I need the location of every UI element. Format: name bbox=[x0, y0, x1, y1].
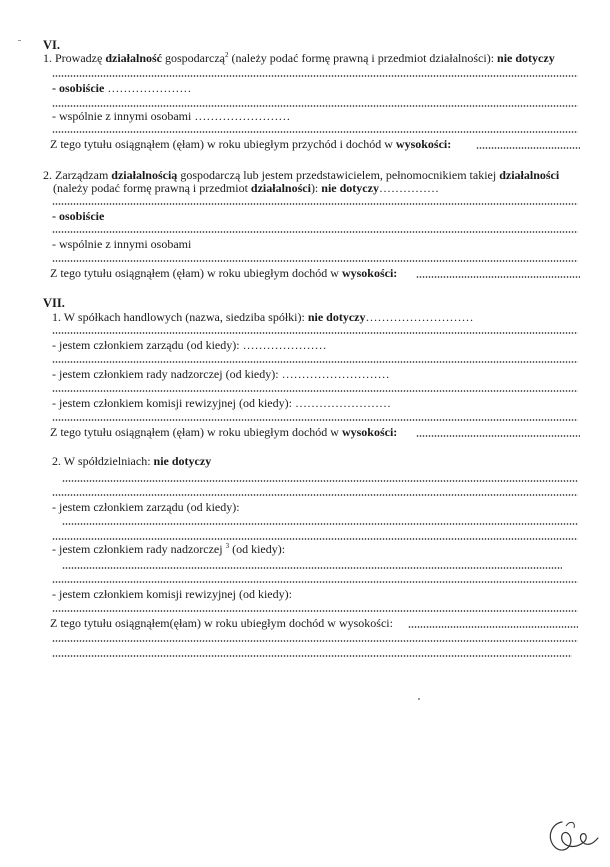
s7-item2-text: 2. W spółdzielniach: nie dotyczy bbox=[52, 454, 212, 468]
fill-line bbox=[408, 626, 578, 628]
scan-mark bbox=[418, 698, 420, 700]
fill-line bbox=[52, 419, 578, 421]
s6-item1-text: 1. Prowadzę działalność gospodarczą$^2$ (należy podać formę prawną i przedmiot działalności): nie dotyczy bbox=[43, 51, 555, 65]
fill-line bbox=[62, 480, 578, 482]
fill-line bbox=[52, 105, 578, 107]
s7-item1-income: Z tego tytułu osiągnąłem (ęłam) w roku ubiegłym dochód w wysokości: bbox=[50, 425, 398, 439]
s7-item2-rada: - jestem członkiem rady nadzorczej $^3$ (od kiedy): bbox=[52, 542, 286, 556]
fill-line bbox=[52, 655, 572, 657]
s6-item1-income: Z tego tytułu osiągnąłem (ęłam) w roku ubiegłym przychód i dochód w wysokości: bbox=[50, 137, 452, 151]
s6-item2-text-2: (należy podać formę prawną i przedmiot działalności): nie dotyczy…………… bbox=[53, 181, 439, 195]
s6-item2-text-1: 2. Zarządzam działalnością gospodarczą lub jestem przedstawicielem, pełnomocnikiem takiej działalności bbox=[43, 168, 560, 182]
fill-line bbox=[52, 260, 578, 262]
fill-line bbox=[52, 131, 578, 133]
s7-item1-text: 1. W spółkach handlowych (nazwa, siedziba spółki): nie dotyczy……………………… bbox=[52, 310, 474, 324]
fill-line bbox=[52, 75, 578, 77]
fill-line bbox=[52, 231, 578, 233]
fill-line bbox=[52, 581, 578, 583]
fill-line bbox=[52, 538, 578, 540]
fill-line bbox=[52, 203, 578, 205]
fill-line bbox=[52, 640, 578, 642]
fill-line bbox=[52, 332, 578, 334]
s7-item1-rada: - jestem członkiem rady nadzorczej (od kiedy): ……………………… bbox=[52, 367, 390, 381]
s7-item2-zarzad: - jestem członkiem zarządu (od kiedy): bbox=[52, 500, 240, 514]
fill-line bbox=[62, 523, 578, 525]
fill-line bbox=[416, 435, 580, 437]
s7-item1-zarzad: - jestem członkiem zarządu (od kiedy): ………………… bbox=[52, 338, 327, 352]
s6-item2-osobiscie: - osobiście bbox=[52, 209, 105, 223]
fill-line bbox=[52, 361, 578, 363]
fill-line bbox=[52, 390, 578, 392]
signature-icon bbox=[540, 810, 600, 860]
s7-item2-komisja: - jestem członkiem komisji rewizyjnej (od kiedy): bbox=[52, 587, 292, 601]
s7-item1-komisja: - jestem członkiem komisji rewizyjnej (od kiedy): …………………… bbox=[52, 396, 391, 410]
fill-line bbox=[476, 147, 580, 149]
section-vii-heading: VII. bbox=[43, 296, 65, 310]
fill-line bbox=[62, 567, 562, 569]
fill-line bbox=[52, 610, 578, 612]
s7-item2-income: Z tego tytułu osiągnąłem(ęłam) w roku ubiegłym dochód w wysokości: bbox=[50, 616, 393, 630]
scan-mark bbox=[18, 40, 21, 41]
s6-item1-osobiscie: - osobiście ………………… bbox=[52, 81, 192, 95]
s6-item2-income: Z tego tytułu osiągnąłem (ęłam) w roku ubiegłym dochód w wysokości: bbox=[50, 266, 398, 280]
fill-line bbox=[416, 276, 580, 278]
s6-item1-wspolnie: - wspólnie z innymi osobami …………………… bbox=[52, 109, 291, 123]
fill-line bbox=[52, 494, 578, 496]
section-vi-heading: VI. bbox=[43, 38, 61, 52]
s6-item2-wspolnie: - wspólnie z innymi osobami bbox=[52, 237, 192, 251]
